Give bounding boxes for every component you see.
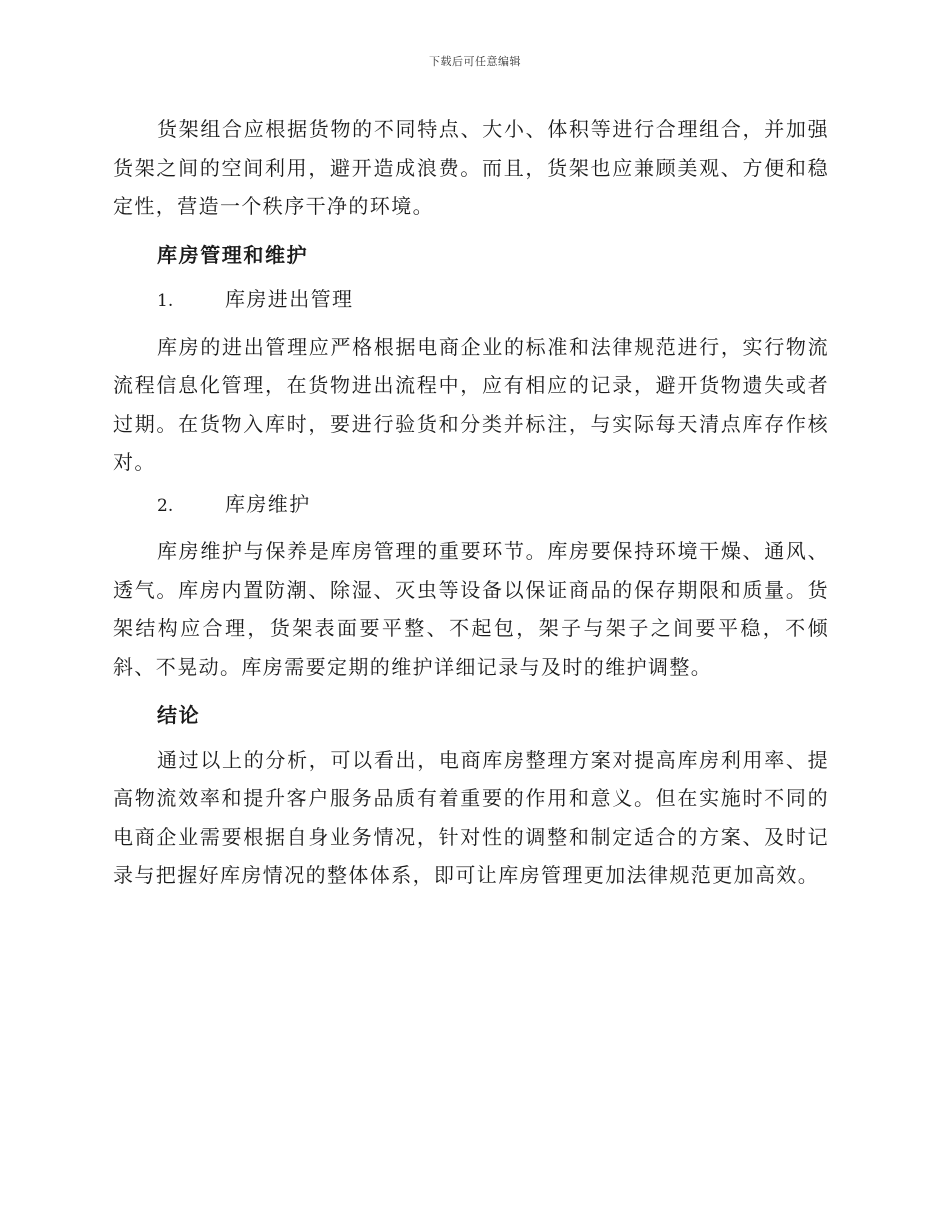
page-header: 下载后可任意编辑 bbox=[429, 55, 521, 68]
subsection-number-1: 1. bbox=[157, 291, 174, 311]
subsection-title-1: 库房进出管理 bbox=[225, 287, 354, 311]
subsection-number-2: 2. bbox=[157, 495, 174, 516]
subsection-title-2: 库房维护 bbox=[225, 491, 311, 516]
subsection-heading-1 bbox=[113, 280, 829, 321]
intro-paragraph: 货架组合应根据货物的不同特点、大小、体积等进行合理组合，并加强货架之间的空间利用，避开造成浪费。而且，货架也应兼顾美观、方便和稳定性，营造一个秩序干净的环境。 bbox=[113, 117, 829, 218]
subsection-heading-2 bbox=[113, 485, 829, 526]
document-body bbox=[113, 110, 829, 895]
subsection-paragraph-2: 库房维护与保养是库房管理的重要环节。库房要保持环境干燥、通风、透气。库房内置防潮、除湿、灭虫等设备以保证商品的保存期限和质量。货架结构应合理，货架表面要平整、不起包，架子与架子之间要平稳，不倾斜、不晃动。库房需要定期的维护详细记录与及时的维护调整。 bbox=[113, 539, 829, 679]
subsection-paragraph-1: 库房的进出管理应严格根据电商企业的标准和法律规范进行，实行物流流程信息化管理，在货物进出流程中，应有相应的记录，避开货物遗失或者过期。在货物入库时，要进行验货和分类并标注，与实际每天清点库存作核对。 bbox=[113, 334, 829, 474]
section-heading-conclusion: 结论 bbox=[157, 703, 201, 727]
conclusion-paragraph: 通过以上的分析，可以看出，电商库房整理方案对提高库房利用率、提高物流效率和提升客户服务品质有着重要的作用和意义。但在实施时不同的电商企业需要根据自身业务情况，针对性的调整和制定适合的方案、及时记录与把握好库房情况的整体体系，即可让库房管理更加法律规范更加高效。 bbox=[113, 747, 829, 887]
section-heading-warehouse: 库房管理和维护 bbox=[157, 242, 309, 267]
